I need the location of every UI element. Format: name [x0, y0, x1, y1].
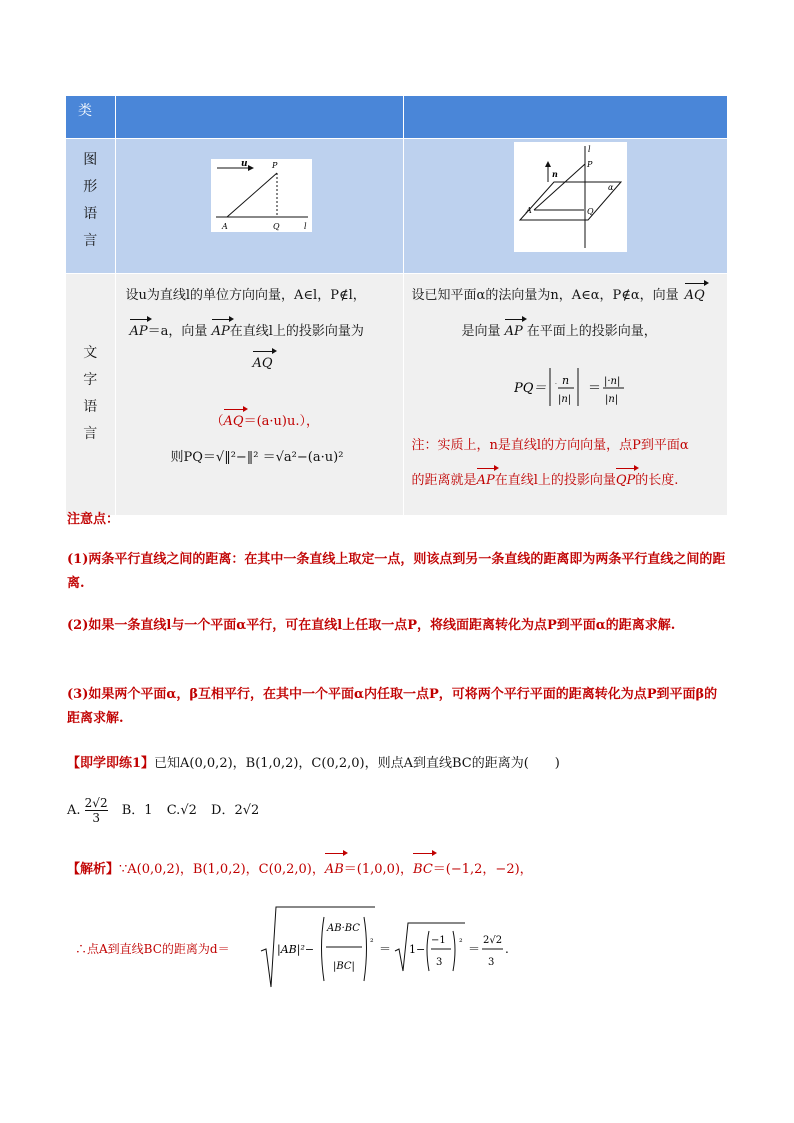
figure-row-label: 图形语言 [66, 139, 116, 274]
formula-lhs: PQ＝ [513, 381, 546, 396]
line-text-3: AQ [252, 356, 273, 371]
option-d: D．2√2 [211, 803, 260, 818]
figure-row [66, 139, 728, 274]
label-a: A [525, 206, 532, 215]
notes-title: 注意点： [67, 512, 120, 527]
vector-n-arrow [545, 161, 551, 167]
label-l: l [303, 222, 307, 231]
formula-den2: |n| [604, 394, 618, 405]
frac-num: AB·BC [327, 923, 360, 934]
solution-prefix: ∴点A到直线BC的距离为d＝ [75, 942, 230, 956]
segment-ap [534, 164, 585, 210]
option-b: B．1 [121, 803, 153, 818]
label-l: l [587, 145, 591, 154]
formula-num1: n [561, 374, 569, 387]
label-a: A [221, 222, 228, 231]
result-den: 3 [488, 957, 495, 968]
option-a-prefix: A. [67, 803, 81, 818]
formula-eq: ＝ [587, 381, 601, 396]
inner-num: −1 [431, 935, 446, 946]
text-row-label: 文字语言 [66, 274, 116, 516]
plane-distance-diagram [514, 142, 627, 252]
text-cell-plane [403, 274, 727, 516]
plane-alpha [520, 182, 621, 220]
plane-text-1: 设已知平面α的法向量为n，A∈α，P∉α，向量 AQ [411, 288, 705, 303]
one-minus: 1− [409, 943, 426, 956]
note-paragraph-2: (2)如果一条直线l与一个平面α平行，可在直线l上任取一点P，将线面距离转化为点P到平面α的距离求解. [67, 618, 676, 633]
abs-ab: |AB|²− [277, 943, 315, 956]
solution-formula-drawing [75, 905, 545, 990]
line-distance-diagram [211, 159, 312, 232]
option-c: C.√2 [166, 803, 197, 818]
inner-den: 3 [436, 957, 443, 968]
figure-cell-line [115, 139, 403, 274]
line-text-2: AP＝a，向量 AP在直线l上的投影向量为 [129, 324, 364, 339]
label-p: P [586, 160, 592, 169]
exercise-options [67, 796, 259, 825]
text-row [66, 274, 728, 516]
label-alpha: α [607, 183, 613, 192]
formula-num2: |·n| [603, 376, 620, 387]
note-paragraph-1: (1)两条平行直线之间的距离：在其中一条直线上取定一点，则该点到另一条直线的距离即为两条平行直线之间的距离. [67, 552, 726, 591]
result-num: 2√2 [483, 935, 503, 946]
line-text-4: （AQ＝(a·u)u.）， [210, 414, 319, 429]
option-a-fraction: $\frac{2√2}{3}$ [84, 796, 108, 825]
note-paragraph-3: (3)如果两个平面α，β互相平行，在其中一个平面α内任取一点P，可将两个平行平面的距离转化为点P到平面β的距离求解. [67, 687, 718, 726]
line-text-1: 设u为直线l的单位方向向量，A∈l，P∉l， [125, 288, 366, 303]
header-cell-line [115, 96, 403, 139]
equals-2: ＝ [468, 942, 481, 956]
label-q: Q [586, 207, 594, 216]
line-distance-figure [211, 159, 312, 232]
square-1: ² [370, 938, 374, 948]
plane-text-2: 是向量 AP 在平面上的投影向量， [461, 324, 657, 339]
solution-tag: 【解析】 [67, 862, 120, 877]
header-cell-plane [403, 96, 727, 139]
equals-1: ＝ [379, 942, 392, 956]
solution-formula [75, 905, 545, 994]
plane-note-2: 的距离就是AP在直线l上的投影向量QP的长度. [411, 473, 679, 488]
header-label: 类 [66, 96, 116, 139]
square-2: ² [459, 938, 463, 948]
line-text-5: 则PQ＝√‖²−‖² ＝√a²−(a·u)² [170, 450, 344, 465]
plane-note-1: 注：实质上，n是直线l的方向向量，点P到平面α [411, 438, 689, 453]
label-u: u [240, 159, 248, 169]
label-q: Q [272, 222, 280, 231]
projection-formula [514, 362, 654, 416]
distance-table [65, 95, 728, 516]
vector-u-arrow [248, 165, 254, 171]
text-cell-line [115, 274, 403, 516]
label-n: n [551, 169, 558, 179]
figure-cell-plane [403, 139, 727, 274]
exercise-line [67, 752, 560, 776]
formula-den1: |n| [557, 394, 571, 405]
segment-ap [227, 173, 277, 217]
table-header-row [66, 96, 728, 139]
result-end: . [505, 942, 509, 956]
svg-text:·: · [554, 381, 557, 388]
plane-distance-figure [514, 142, 627, 252]
label-p: P [271, 161, 277, 170]
solution-line-1: 【解析】∵A(0,0,2)，B(1,0,2)，C(0,2,0)，AB＝(1,0,0)，BC＝(−1,2，−2)， [67, 858, 533, 882]
frac-den: |BC| [333, 961, 355, 972]
projection-formula-drawing [514, 362, 654, 412]
exercise-question: 已知A(0,0,2)，B(1,0,2)，C(0,2,0)，则点A到直线BC的距离为( ) [154, 756, 560, 771]
exercise-tag: 【即学即练1】 [67, 756, 155, 771]
